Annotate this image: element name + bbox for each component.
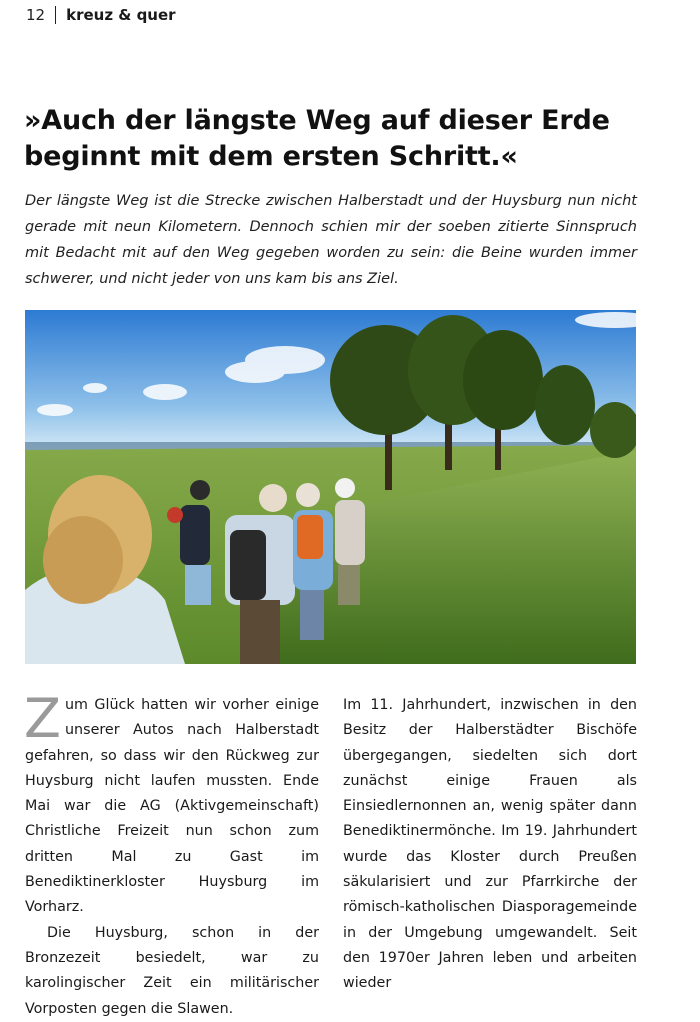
running-header (26, 4, 176, 26)
body-column-right (343, 693, 637, 1022)
page-number: 12 (26, 6, 46, 24)
drop-cap: Z (24, 687, 61, 750)
hiking-group-photo (25, 310, 636, 664)
header-divider (55, 6, 56, 24)
section-name: kreuz & quer (66, 6, 176, 24)
body-paragraph: Im 11. Jahrhundert, inzwischen in den Besitz der Halberstädter Bischöfe übergegangen, siedelten sich dort zunächst einige Frauen als Einsiedlernonnen an, wenig später dann Benediktinermönche. Im 19. Jahrhundert wurde das Kloster durch Preußen säkularisiert und zur Pfarrkirche der römisch-katholischen Diasporagemeinde in der Umgebung umgewandelt. Seit den 1970er Jahren leben und arbeiten wieder (343, 697, 637, 992)
body-column-left (24, 687, 319, 1022)
article-lead: Der längste Weg ist die Strecke zwischen Halberstadt und der Huysburg nun nicht gerade mit neun Kilometern. Dennoch schien mir der soeben zitierte Sinnspruch mit Bedacht mit auf den Weg gegeben worden zu sein: die Beine wurden immer schwerer, und nicht jeder von uns kam bis ans Ziel. (25, 193, 637, 287)
paragraph-text: um Glück hatten wir vorher einige unserer Autos nach Halberstadt gefahren, so dass wir den Rückweg zur Huysburg nicht laufen mussten. Ende Mai war die AG (Aktivgemeinschaft) Christliche Freizeit nun schon zum dritten Mal zu Gast im Benediktinerkloster Huysburg im Vorharz. (25, 697, 319, 916)
body-paragraph: Die Huysburg, schon in der Bronzezeit besiedelt, war zu karolingischer Zeit ein militärischer Vorposten gegen die Slawen. (25, 924, 319, 1017)
article-body (24, 687, 637, 1022)
article-title: »Auch der längste Weg auf dieser Erde beginnt mit dem ersten Schritt.« (24, 105, 610, 172)
body-paragraph (24, 687, 319, 921)
